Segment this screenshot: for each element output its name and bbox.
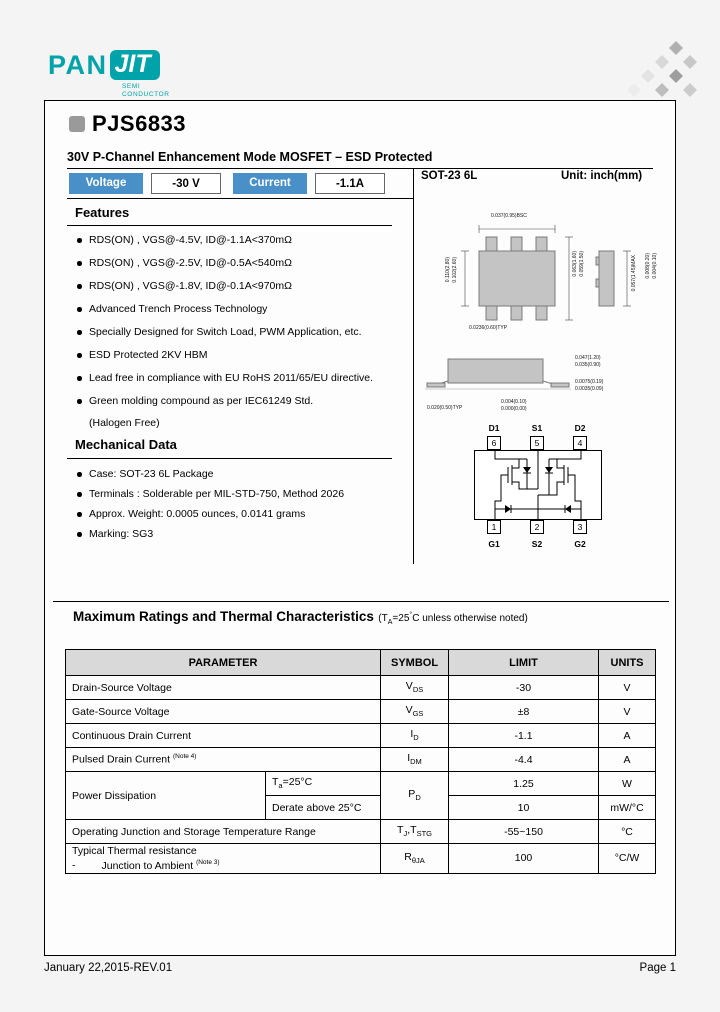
- table-row-vds: [66, 676, 656, 700]
- table-row-id: [66, 724, 656, 748]
- logo-subtext-conductor: CONDUCTOR: [122, 90, 170, 98]
- pin-label-d2: D2: [574, 423, 586, 433]
- limit-cell: -4.4: [449, 748, 599, 772]
- limit-cell: -30: [449, 676, 599, 700]
- voltage-badge: Voltage: [69, 173, 143, 194]
- col-header-units: UNITS: [599, 650, 656, 676]
- symbol-cell: $V_{DS}$: [381, 676, 449, 700]
- package-name: SOT-23 6L: [421, 170, 478, 182]
- dim-label: 0.0035(0.09): [575, 386, 604, 392]
- symbol-cell: $P_D$: [381, 772, 449, 820]
- units-cell: V: [599, 700, 656, 724]
- maximum-ratings-table: [65, 649, 656, 874]
- decorative-dots: [626, 40, 698, 100]
- page-number: Page 1: [639, 962, 676, 974]
- part-number: PJS6833: [92, 111, 187, 136]
- divider: [67, 198, 414, 199]
- symbol-cell: $V_{GS}$: [381, 700, 449, 724]
- pin-number-3: 3: [573, 520, 587, 534]
- pin-number-4: 4: [573, 436, 587, 450]
- limit-cell: 1.25: [449, 772, 599, 796]
- col-header-symbol: SYMBOL: [381, 650, 449, 676]
- units-cell: W: [599, 772, 656, 796]
- dim-label: 0.063(1.60): [572, 251, 578, 277]
- divider: [53, 601, 669, 602]
- symbol-cell: $I_D$: [381, 724, 449, 748]
- param-cell: Gate-Source Voltage: [66, 700, 381, 724]
- units-cell: °C/W: [599, 844, 656, 874]
- part-title-row: [69, 111, 186, 137]
- bullet-item: RDS(ON) , VGS@-2.5V, ID@-0.5A<540mΩ: [75, 256, 415, 270]
- bullet-item: Specially Designed for Switch Load, PWM Application, etc.: [75, 325, 415, 339]
- current-value: -1.1A: [315, 173, 385, 194]
- package-outline: [474, 450, 602, 520]
- logo-text-pan: PAN: [48, 50, 108, 80]
- ratings-title-text: Maximum Ratings and Thermal Characteristics: [73, 609, 374, 624]
- dim-label: 0.020(0.50)TYP: [427, 405, 463, 411]
- revision-date: January 22,2015-REV.01: [44, 962, 173, 974]
- panjit-logo: [48, 50, 170, 98]
- pinout-diagram: [473, 423, 605, 563]
- table-row-pd-1: [66, 772, 656, 796]
- page-footer: [44, 962, 676, 974]
- pin-label-d1: D1: [488, 423, 500, 433]
- limit-cell: 10: [449, 796, 599, 820]
- dim-label: 0.110(2.80): [445, 257, 451, 283]
- limit-cell: -55~150: [449, 820, 599, 844]
- logo-subtitle: [122, 83, 170, 98]
- current-badge: Current: [233, 173, 307, 194]
- dimension-unit-label: Unit: inch(mm): [561, 170, 643, 182]
- features-list: [75, 233, 415, 417]
- bullet-item: Approx. Weight: 0.0005 ounces, 0.0141 grams: [75, 507, 415, 521]
- mechanical-data-list: [75, 467, 415, 547]
- param-cell: Typical Thermal resistance - Junction to Ambient $^{(Note 3)}$: [66, 844, 381, 874]
- table-header-row: [66, 650, 656, 676]
- limit-cell: -1.1: [449, 724, 599, 748]
- feature-continuation: (Halogen Free): [89, 417, 160, 429]
- table-row-idm: [66, 748, 656, 772]
- bullet-item: Lead free in compliance with EU RoHS 2011/65/EU directive.: [75, 371, 415, 385]
- note-reference: (Note 3): [196, 859, 220, 866]
- dim-label: 0.047(1.20): [575, 355, 601, 361]
- units-cell: mW/°C: [599, 796, 656, 820]
- param-cell: Continuous Drain Current: [66, 724, 381, 748]
- units-cell: A: [599, 724, 656, 748]
- table-row-rthja: [66, 844, 656, 874]
- note-reference: (Note 4): [172, 753, 197, 761]
- package-side-view-body: [599, 251, 614, 306]
- bullet-item: Advanced Trench Process Technology: [75, 302, 415, 316]
- param-cell: Drain-Source Voltage: [66, 676, 381, 700]
- param-cell: Power Dissipation: [66, 772, 266, 820]
- pin-number-2: 2: [530, 520, 544, 534]
- limit-cell: 100: [449, 844, 599, 874]
- bullet-item: Case: SOT-23 6L Package: [75, 467, 415, 481]
- internal-circuit-drawing: [475, 451, 601, 519]
- dim-label: 0.004(0.10): [501, 399, 527, 405]
- table-row-vgs: [66, 700, 656, 724]
- param-cell: Pulsed Drain Current $^{(Note 4)}$: [66, 748, 381, 772]
- package-top-view-drawing: [417, 213, 669, 345]
- datasheet-body: [44, 100, 676, 956]
- bullet-item: Marking: SG3: [75, 527, 415, 541]
- dim-label: 0.004(0.10): [652, 253, 658, 279]
- dim-label: 0.057(1.45)MAX: [631, 255, 637, 292]
- voltage-value: -30 V: [151, 173, 221, 194]
- ratings-condition-text: ($T_A=25^\circ C$ unless otherwise noted): [378, 611, 528, 626]
- limit-cell: ±8: [449, 700, 599, 724]
- pin-number-6: 6: [487, 436, 501, 450]
- dim-label: 0.102(2.60): [452, 257, 458, 283]
- bullet-item: ESD Protected 2KV HBM: [75, 348, 415, 362]
- bullet-item: RDS(ON) , VGS@-4.5V, ID@-1.1A<370mΩ: [75, 233, 415, 247]
- dim-label: 0.0236(0.60)TYP: [469, 325, 508, 331]
- pin-number-1: 1: [487, 520, 501, 534]
- dim-label: 0.000(0.00): [501, 406, 527, 412]
- param-cell: Operating Junction and Storage Temperature Range: [66, 820, 381, 844]
- units-cell: V: [599, 676, 656, 700]
- pin-label-s1: S1: [531, 423, 543, 433]
- condition-cell: $T_a=25^\circ C$: [266, 772, 381, 796]
- dim-label: 0.059(1.50): [579, 251, 585, 277]
- pin-number-5: 5: [530, 436, 544, 450]
- dim-label: 0.008(0.20): [645, 253, 651, 279]
- units-cell: °C: [599, 820, 656, 844]
- pin-label-s2: S2: [531, 539, 543, 549]
- col-header-parameter: PARAMETER: [66, 650, 381, 676]
- pin-label-g2: G2: [574, 539, 586, 549]
- divider: [67, 168, 653, 169]
- symbol-cell: $I_{DM}$: [381, 748, 449, 772]
- part-description: 30V P-Channel Enhancement Mode MOSFET – ESD Protected: [67, 150, 433, 164]
- symbol-cell: $T_J,T_{STG}$: [381, 820, 449, 844]
- part-bullet-icon: [69, 116, 85, 132]
- pin-label-g1: G1: [488, 539, 500, 549]
- logo-text-jit: JIT: [110, 50, 160, 80]
- dim-label: 0.0075(0.19): [575, 379, 604, 385]
- units-cell: A: [599, 748, 656, 772]
- col-header-limit: LIMIT: [449, 650, 599, 676]
- package-front-view-svg: [423, 353, 573, 399]
- bullet-item: Terminals : Solderable per MIL-STD-750, Method 2026: [75, 487, 415, 501]
- logo-subtext-semi: SEMI: [122, 83, 141, 90]
- dim-label: 0.037(0.95)BSC: [491, 213, 527, 219]
- bullet-item: RDS(ON) , VGS@-1.8V, ID@-0.1A<970mΩ: [75, 279, 415, 293]
- divider: [67, 458, 392, 459]
- condition-cell: Derate above 25°C: [266, 796, 381, 820]
- section-title-mechanical-data: Mechanical Data: [75, 437, 177, 452]
- bullet-item: Green molding compound as per IEC61249 Std.: [75, 394, 415, 408]
- symbol-cell: $R_{\theta JA}$: [381, 844, 449, 874]
- section-title-maximum-ratings: [73, 608, 528, 626]
- section-title-features: Features: [75, 205, 130, 220]
- package-front-view-drawing: [423, 349, 637, 415]
- table-row-tstg: [66, 820, 656, 844]
- divider: [67, 225, 392, 226]
- dim-label: 0.035(0.90): [575, 362, 601, 368]
